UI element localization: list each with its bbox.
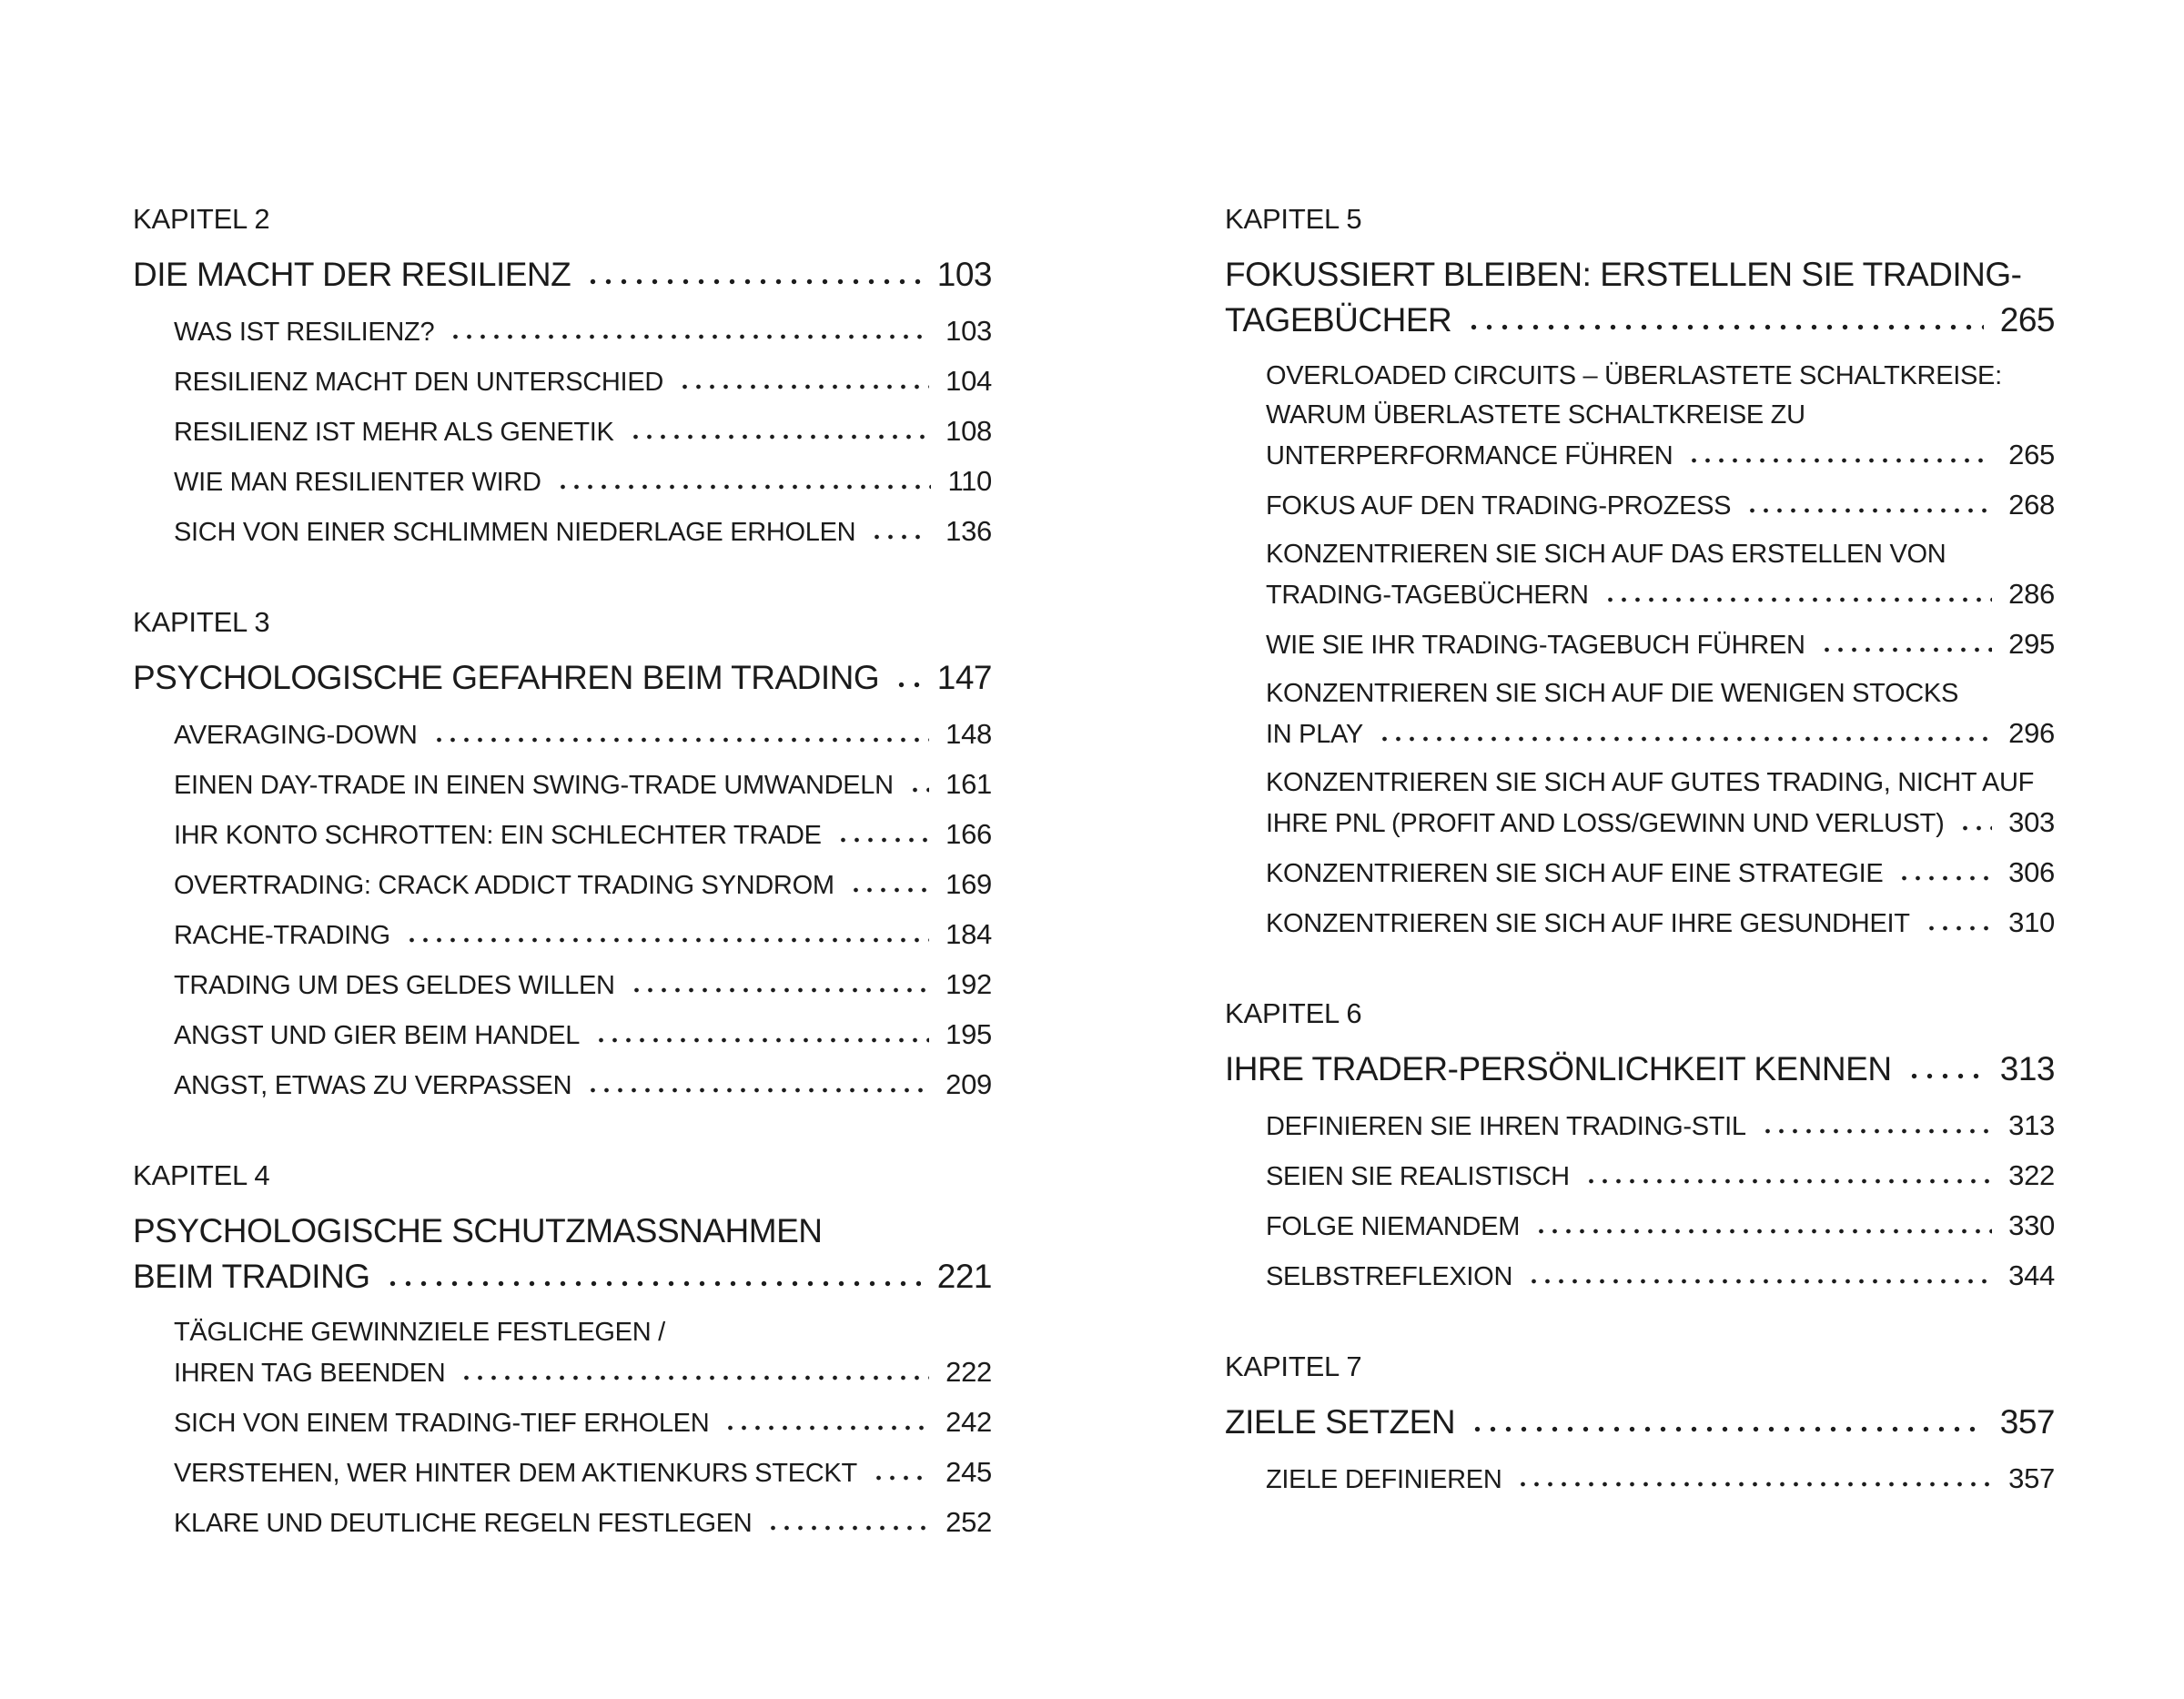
dot-leader bbox=[836, 836, 929, 844]
chapter-label: KAPITEL 2 bbox=[133, 203, 270, 235]
toc-entry-line: SEIEN SIE REALISTISCH bbox=[1266, 1162, 1570, 1191]
toc-entry bbox=[174, 865, 992, 905]
toc-entry-row bbox=[1225, 298, 2055, 343]
dot-leader bbox=[630, 986, 929, 994]
page-number: 222 bbox=[945, 1356, 992, 1388]
toc-entry-line: FOLGE NIEMANDEM bbox=[1266, 1212, 1521, 1241]
page-number: 306 bbox=[2008, 856, 2055, 888]
dot-leader bbox=[908, 786, 929, 794]
page-number: 268 bbox=[2008, 489, 2055, 521]
toc-entry bbox=[1266, 903, 2055, 944]
dot-leader bbox=[1897, 875, 1992, 882]
toc-entry bbox=[174, 915, 992, 956]
dot-leader bbox=[585, 278, 921, 286]
toc-entry-line: RESILIENZ IST MEHR ALS GENETIK bbox=[174, 418, 614, 447]
toc-entry-row bbox=[1266, 1156, 2055, 1197]
dot-leader bbox=[872, 1474, 929, 1482]
toc-entry bbox=[1266, 1256, 2055, 1297]
toc-entry bbox=[174, 361, 992, 402]
toc-entry-row bbox=[1225, 1047, 2055, 1092]
dot-leader bbox=[1516, 1481, 1992, 1488]
toc-entry bbox=[1266, 674, 2055, 754]
dot-leader bbox=[1745, 507, 1992, 514]
toc-entry-row bbox=[1225, 1400, 2055, 1445]
toc-entry-line: WAS IST RESILIENZ? bbox=[174, 318, 435, 347]
page-number: 344 bbox=[2008, 1259, 2055, 1291]
toc-entry-line: ZIELE DEFINIEREN bbox=[1266, 1465, 1502, 1494]
dot-leader bbox=[1603, 596, 1993, 603]
toc-entry-line: KLARE UND DEUTLICHE REGELN FESTLEGEN bbox=[174, 1509, 753, 1538]
chapter-title bbox=[133, 655, 992, 701]
toc-entry bbox=[174, 1065, 992, 1106]
toc-entry-line: KONZENTRIEREN SIE SICH AUF EINE STRATEGIE bbox=[1266, 859, 1884, 888]
toc-entry bbox=[1266, 357, 2055, 476]
toc-entry bbox=[174, 311, 992, 352]
toc-entry-line: DIE MACHT DER RESILIENZ bbox=[133, 256, 571, 293]
toc-entry bbox=[1266, 1459, 2055, 1500]
toc-entry-line: TRADING UM DES GELDES WILLEN bbox=[174, 971, 615, 1000]
toc-entry bbox=[1266, 624, 2055, 665]
dot-leader bbox=[1687, 457, 1992, 464]
chapter-label: KAPITEL 4 bbox=[133, 1159, 270, 1191]
toc-entry-line: WIE MAN RESILIENTER WIRD bbox=[174, 468, 541, 497]
toc-entry-line: DEFINIEREN SIE IHREN TRADING-STIL bbox=[1266, 1112, 1746, 1141]
page-number: 330 bbox=[2008, 1209, 2055, 1241]
toc-entry-line: IHR KONTO SCHROTTEN: EIN SCHLECHTER TRADE bbox=[174, 821, 822, 850]
toc-entry bbox=[174, 764, 992, 805]
toc-entry-row bbox=[174, 965, 992, 1006]
toc-entry-line: KONZENTRIEREN SIE SICH AUF DIE WENIGEN STOCKS bbox=[1266, 679, 1959, 708]
dot-leader bbox=[766, 1524, 929, 1532]
toc-section bbox=[133, 1158, 992, 1543]
toc-entry-row bbox=[1266, 713, 2055, 754]
dot-leader bbox=[678, 383, 929, 390]
toc-section bbox=[133, 605, 992, 1106]
dot-leader bbox=[432, 736, 930, 743]
toc-entry bbox=[174, 511, 992, 552]
toc-entry-row bbox=[1266, 903, 2055, 944]
page-number: 110 bbox=[947, 465, 992, 497]
toc-entry-line: KONZENTRIEREN SIE SICH AUF IHRE GESUNDHEIT bbox=[1266, 909, 1910, 938]
toc-entry-row bbox=[1266, 485, 2055, 526]
dot-leader bbox=[1527, 1278, 1992, 1285]
page-number: 313 bbox=[1999, 1050, 2055, 1087]
page-number: 265 bbox=[1999, 301, 2055, 339]
page-number: 303 bbox=[2008, 806, 2055, 838]
dot-leader bbox=[629, 433, 930, 440]
toc-entry-row bbox=[174, 915, 992, 956]
toc-entry bbox=[174, 1015, 992, 1056]
page-number: 103 bbox=[936, 256, 992, 293]
toc-entry bbox=[174, 965, 992, 1006]
toc-entry-row bbox=[174, 461, 992, 502]
page-number: 192 bbox=[945, 968, 992, 1000]
toc-entry bbox=[174, 814, 992, 855]
toc-entry-line: RESILIENZ MACHT DEN UNTERSCHIED bbox=[174, 368, 664, 397]
dot-leader bbox=[556, 483, 932, 490]
toc-entry-line: PSYCHOLOGISCHE GEFAHREN BEIM TRADING bbox=[133, 659, 880, 696]
page-number: 184 bbox=[945, 918, 992, 950]
toc-entry-line: OVERLOADED CIRCUITS – ÜBERLASTETE SCHALTKREISE: bbox=[1266, 361, 2002, 390]
toc-entry-row bbox=[174, 1452, 992, 1493]
dot-leader bbox=[1584, 1178, 1992, 1185]
toc-entry-row bbox=[174, 1402, 992, 1443]
chapter-label: KAPITEL 6 bbox=[1225, 997, 1362, 1029]
dot-leader bbox=[1906, 1072, 1984, 1080]
toc-entry bbox=[1266, 764, 2055, 844]
page-number: 169 bbox=[945, 868, 992, 900]
toc-entry-row bbox=[1266, 1206, 2055, 1247]
page-number: 195 bbox=[945, 1018, 992, 1050]
toc-right-column bbox=[1225, 202, 2055, 1509]
page-number: 357 bbox=[1999, 1403, 2055, 1441]
chapter-title bbox=[1225, 1047, 2055, 1092]
dot-leader bbox=[1820, 646, 1993, 653]
dot-leader bbox=[1761, 1128, 1992, 1135]
toc-entry bbox=[174, 461, 992, 502]
page-number: 296 bbox=[2008, 717, 2055, 749]
dot-leader bbox=[1466, 323, 1984, 331]
toc-entry bbox=[174, 714, 992, 755]
toc-entry-row bbox=[174, 714, 992, 755]
toc-entry bbox=[1266, 1206, 2055, 1247]
dot-leader bbox=[1958, 824, 1992, 832]
toc-entry-row bbox=[1266, 624, 2055, 665]
page-number: 209 bbox=[945, 1068, 992, 1100]
page-number: 322 bbox=[2008, 1159, 2055, 1191]
dot-leader bbox=[1470, 1425, 1984, 1433]
dot-leader bbox=[723, 1424, 929, 1431]
dot-leader bbox=[1925, 925, 1993, 932]
toc-entry-line: SICH VON EINER SCHLIMMEN NIEDERLAGE ERHOLEN bbox=[174, 518, 856, 547]
toc-entry-line: WIE SIE IHR TRADING-TAGEBUCH FÜHREN bbox=[1266, 631, 1805, 660]
toc-entry-line: KONZENTRIEREN SIE SICH AUF GUTES TRADING, NICHT AUF bbox=[1266, 768, 2035, 797]
toc-section bbox=[1225, 202, 2055, 944]
toc-entry-line: IHREN TAG BEENDEN bbox=[174, 1359, 446, 1388]
toc-entry-line: IHRE TRADER-PERSÖNLICHKEIT KENNEN bbox=[1225, 1050, 1892, 1087]
toc-entry-line: VERSTEHEN, WER HINTER DEM AKTIENKURS STECKT bbox=[174, 1459, 857, 1488]
toc-entry-line: ZIELE SETZEN bbox=[1225, 1403, 1456, 1441]
toc-entry-line: ANGST, ETWAS ZU VERPASSEN bbox=[174, 1071, 572, 1100]
chapter-label: KAPITEL 3 bbox=[133, 606, 270, 638]
toc-entry-row bbox=[174, 1015, 992, 1056]
toc-entry-line: FOKUSSIERT BLEIBEN: ERSTELLEN SIE TRADING- bbox=[1225, 256, 2022, 293]
toc-entry bbox=[1266, 535, 2055, 615]
page-number: 103 bbox=[945, 315, 992, 347]
toc-entry-row bbox=[174, 865, 992, 905]
toc-entry bbox=[1266, 485, 2055, 526]
page-number: 313 bbox=[2008, 1109, 2055, 1141]
toc-entry-line: TRADING-TAGEBÜCHERN bbox=[1266, 581, 1589, 610]
toc-entry-row bbox=[174, 1502, 992, 1543]
chapter-title bbox=[1225, 1400, 2055, 1445]
page-number: 108 bbox=[945, 415, 992, 447]
dot-leader bbox=[1378, 735, 1992, 743]
page-number: 221 bbox=[936, 1258, 992, 1295]
toc-entry-line: FOKUS AUF DEN TRADING-PROZESS bbox=[1266, 491, 1732, 521]
chapter-label: KAPITEL 5 bbox=[1225, 203, 1362, 235]
toc-section bbox=[1225, 996, 2055, 1297]
toc-left-column bbox=[133, 202, 992, 1552]
toc-entry-line: IHRE PNL (PROFIT AND LOSS/GEWINN UND VERLUST) bbox=[1266, 809, 1945, 838]
dot-leader bbox=[405, 936, 929, 944]
dot-leader bbox=[594, 1037, 929, 1044]
dot-leader bbox=[894, 681, 921, 689]
toc-entry bbox=[1266, 853, 2055, 894]
toc-entry bbox=[174, 411, 992, 452]
toc-entry-line: BEIM TRADING bbox=[133, 1258, 370, 1295]
dot-leader bbox=[1534, 1228, 1992, 1235]
toc-entry bbox=[1266, 1106, 2055, 1147]
page-number: 136 bbox=[945, 515, 992, 547]
dot-leader bbox=[460, 1374, 929, 1381]
toc-entry-line: WARUM ÜBERLASTETE SCHALTKREISE ZU bbox=[1266, 400, 1805, 430]
toc-entry-line: SELBSTREFLEXION bbox=[1266, 1262, 1513, 1291]
page-number: 310 bbox=[2008, 906, 2055, 938]
page-number: 252 bbox=[945, 1506, 992, 1538]
page-number: 166 bbox=[945, 818, 992, 850]
page-number: 161 bbox=[945, 768, 992, 800]
toc-entry-line: OVERTRADING: CRACK ADDICT TRADING SYNDROM bbox=[174, 871, 834, 900]
dot-leader bbox=[449, 333, 929, 340]
toc-entry bbox=[174, 1313, 992, 1393]
toc-entry-line: RACHE-TRADING bbox=[174, 921, 390, 950]
page-number: 148 bbox=[945, 718, 992, 750]
toc-entry-row bbox=[1266, 1256, 2055, 1297]
toc-entry-line: TAGEBÜCHER bbox=[1225, 301, 1452, 339]
toc-entry-row bbox=[1266, 853, 2055, 894]
toc-entry-row bbox=[1266, 1106, 2055, 1147]
toc-entry-line: IN PLAY bbox=[1266, 720, 1363, 749]
toc-entry-row bbox=[174, 1065, 992, 1106]
toc-entry-row bbox=[1266, 803, 2055, 844]
toc-entry-line: UNTERPERFORMANCE FÜHREN bbox=[1266, 441, 1673, 470]
toc-entry-line: KONZENTRIEREN SIE SICH AUF DAS ERSTELLEN VON bbox=[1266, 540, 1946, 569]
toc-section bbox=[1225, 1350, 2055, 1500]
dot-leader bbox=[870, 533, 929, 541]
dot-leader bbox=[586, 1087, 929, 1094]
page-number: 265 bbox=[2008, 439, 2055, 470]
page-number: 104 bbox=[945, 365, 992, 397]
dot-leader bbox=[385, 1279, 921, 1288]
toc-entry bbox=[174, 1452, 992, 1493]
toc-entry-row bbox=[174, 511, 992, 552]
dot-leader bbox=[849, 886, 929, 894]
page-number: 357 bbox=[2008, 1462, 2055, 1494]
page-number: 295 bbox=[2008, 628, 2055, 660]
toc-entry-line: TÄGLICHE GEWINNZIELE FESTLEGEN / bbox=[174, 1318, 665, 1347]
toc-entry bbox=[174, 1502, 992, 1543]
page-number: 147 bbox=[936, 659, 992, 696]
toc-entry-row bbox=[174, 1352, 992, 1393]
toc-entry-row bbox=[174, 361, 992, 402]
toc-entry-row bbox=[1266, 574, 2055, 615]
page-number: 286 bbox=[2008, 578, 2055, 610]
toc-entry-row bbox=[174, 411, 992, 452]
chapter-title bbox=[133, 252, 992, 298]
toc-entry-line: AVERAGING-DOWN bbox=[174, 721, 418, 750]
chapter-title bbox=[133, 1209, 992, 1300]
toc-entry bbox=[1266, 1156, 2055, 1197]
toc-entry-line: SICH VON EINEM TRADING-TIEF ERHOLEN bbox=[174, 1409, 710, 1438]
chapter-title bbox=[1225, 252, 2055, 343]
toc-entry-row bbox=[133, 252, 992, 298]
toc-entry bbox=[174, 1402, 992, 1443]
chapter-label: KAPITEL 7 bbox=[1225, 1350, 1362, 1382]
toc-entry-row bbox=[1266, 1459, 2055, 1500]
toc-entry-row bbox=[174, 814, 992, 855]
toc-entry-row bbox=[174, 764, 992, 805]
toc-entry-row bbox=[133, 1254, 992, 1300]
toc-section bbox=[133, 202, 992, 552]
toc-entry-line: ANGST UND GIER BEIM HANDEL bbox=[174, 1021, 581, 1050]
toc-entry-row bbox=[133, 655, 992, 701]
toc-entry-line: PSYCHOLOGISCHE SCHUTZMASSNAHMEN bbox=[133, 1212, 823, 1249]
toc-entry-row bbox=[1266, 435, 2055, 476]
toc-entry-row bbox=[174, 311, 992, 352]
page-number: 245 bbox=[945, 1456, 992, 1488]
toc-entry-line: EINEN DAY-TRADE IN EINEN SWING-TRADE UMWANDELN bbox=[174, 771, 894, 800]
page-number: 242 bbox=[945, 1406, 992, 1438]
